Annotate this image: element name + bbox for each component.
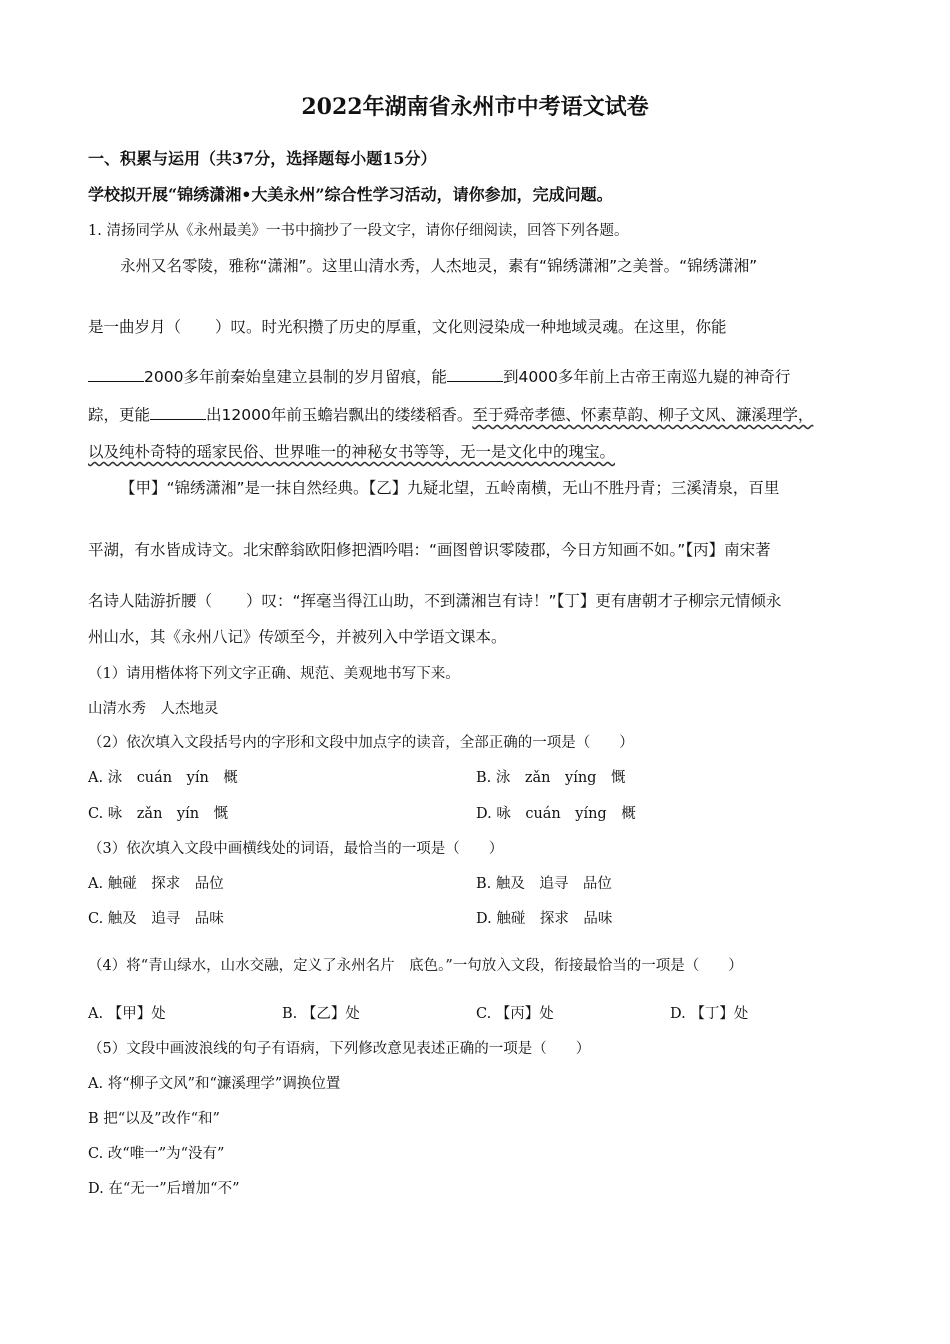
fill-blank [447, 367, 503, 382]
passage-line-4 [88, 403, 813, 425]
option-2a[interactable]: A. 泳 cuán yín 概 [88, 770, 238, 786]
option-2b[interactable]: B. 泳 zǎn yíng 慨 [476, 770, 626, 786]
wavy-underlined-sentence: 至于舜帝孝德、怀素草韵、柳子文风、濂溪理学， [472, 406, 814, 424]
passage-line-7: 平湖，有水皆成诗文。北宋醉翁欧阳修把酒吟唱：“画图曾识零陵郡，今日方知画不如。”【丙】南宋著 [88, 541, 771, 559]
passage-text: 名诗人陆游折腰（ [88, 592, 213, 610]
option-3b[interactable]: B. 触及 追寻 品位 [476, 876, 612, 892]
option-5a[interactable]: A. 将“柳子文风”和“濂溪理学”调换位置 [88, 1076, 341, 1092]
option-4a[interactable]: A. 【甲】处 [88, 1006, 166, 1022]
passage-line-8 [88, 589, 781, 611]
passage-line-6: 【甲】“锦绣潇湘”是一抹自然经典。【乙】九疑北望，五岭南横，无山不胜丹青；三溪清泉，百里 [120, 479, 780, 497]
copy-text: 山清水秀 人杰地灵 [88, 701, 219, 717]
passage-text: 到4000多年前上古帝王南巡九嶷的神奇行 [502, 368, 791, 386]
activity-intro: 学校拟开展“锦绣潇湘•大美永州”综合性学习活动，请你参加，完成问题。 [88, 185, 613, 204]
passage-text: 踪，更能 [88, 406, 151, 424]
passage-text: 出12000年前玉蟾岩飘出的缕缕稻香。 [206, 406, 473, 424]
fill-blank [150, 405, 206, 420]
subquestion-2: （2）依次填入文段括号内的字形和文段中加点字的读音，全部正确的一项是（ ） [88, 735, 634, 751]
option-5d[interactable]: D. 在“无一”后增加“不” [88, 1181, 240, 1197]
passage-line-5 [88, 440, 615, 462]
option-5b[interactable]: B 把“以及”改作“和” [88, 1111, 220, 1127]
question-1-intro: 1. 清扬同学从《永州最美》一书中摘抄了一段文字，请你仔细阅读，回答下列各题。 [88, 223, 629, 239]
subquestion-4: （4）将“青山绿水，山水交融，定义了永州名片 底色。”一句放入文段，衔接最恰当的一项是（ ） [88, 958, 743, 974]
option-3d[interactable]: D. 触碰 探求 品味 [476, 911, 613, 927]
passage-text: 是一曲岁月（ [88, 318, 182, 336]
section-heading: 一、积累与运用（共37分，选择题每小题15分） [88, 149, 437, 168]
subquestion-1: （1）请用楷体将下列文字正确、规范、美观地书写下来。 [88, 666, 460, 682]
passage-line-3 [88, 365, 790, 387]
option-5c[interactable]: C. 改“唯一”为“没有” [88, 1146, 225, 1162]
option-2c[interactable]: C. 咏 zǎn yín 慨 [88, 806, 229, 822]
fill-blank [88, 367, 144, 382]
passage-line-2 [88, 315, 727, 337]
subquestion-3: （3）依次填入文段中画横线处的词语，最恰当的一项是（ ） [88, 841, 504, 857]
passage-text: ）叹。时光积攒了历史的厚重，文化则浸染成一种地域灵魂。在这里，你能 [215, 318, 727, 336]
wavy-underlined-sentence: 以及纯朴奇特的瑶家民俗、世界唯一的神秘女书等等，无一是文化中的瑰宝。 [88, 443, 616, 461]
option-4d[interactable]: D. 【丁】处 [670, 1006, 749, 1022]
passage-line-1: 永州又名零陵，雅称“潇湘”。这里山清水秀，人杰地灵，素有“锦绣潇湘”之美誉。“锦绣潇湘” [120, 257, 758, 275]
option-2d[interactable]: D. 咏 cuán yíng 概 [476, 806, 636, 822]
exam-title: 2022年湖南省永州市中考语文试卷 [301, 94, 649, 120]
passage-line-9: 州山水，其《永州八记》传颂至今，并被列入中学语文课本。 [88, 628, 507, 646]
passage-text: 2000多年前秦始皇建立县制的岁月留痕，能 [144, 368, 447, 386]
option-3c[interactable]: C. 触及 追寻 品味 [88, 911, 224, 927]
option-4b[interactable]: B. 【乙】处 [282, 1006, 360, 1022]
subquestion-5: （5）文段中画波浪线的句子有语病，下列修改意见表述正确的一项是（ ） [88, 1041, 591, 1057]
option-3a[interactable]: A. 触碰 探求 品位 [88, 876, 224, 892]
passage-text: ）叹：“挥毫当得江山助，不到潇湘岂有诗！”【丁】更有唐朝才子柳宗元情倾永 [246, 592, 782, 610]
option-4c[interactable]: C. 【丙】处 [476, 1006, 554, 1022]
